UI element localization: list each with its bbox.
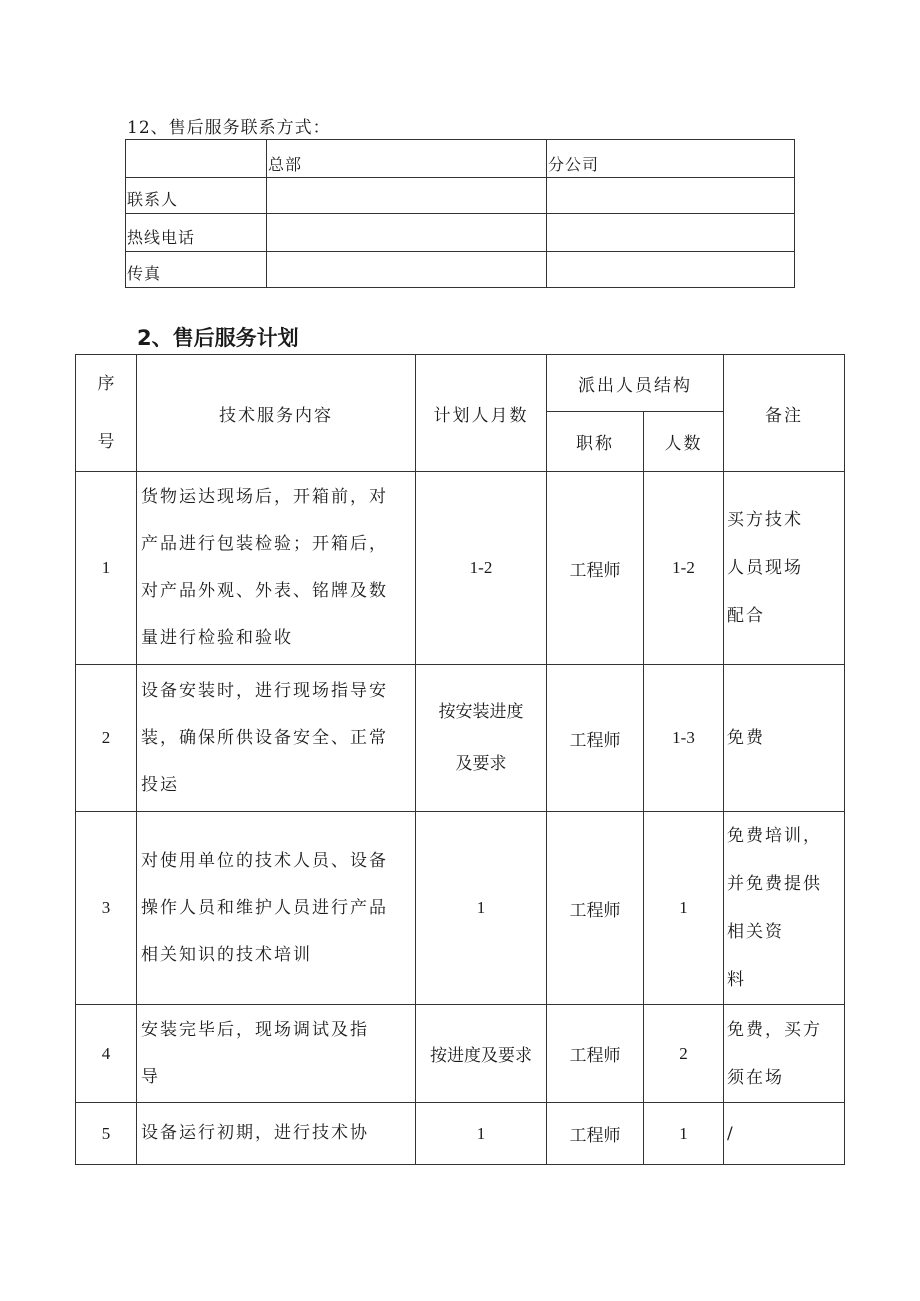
content-line: 设备安装时，进行现场指导安 (141, 680, 388, 701)
remark-line: 相关资 (727, 922, 784, 942)
header-job-title: 职称 (547, 412, 644, 472)
content-line: 相关知识的技术培训 (141, 944, 312, 965)
row-person-months: 1 (416, 812, 547, 1005)
plan-header-row (76, 355, 845, 412)
content-line: 安装完毕后，现场调试及指 (141, 1019, 369, 1040)
content-line: 对使用单位的技术人员、设备 (141, 850, 388, 871)
row-job-title: 工程师 (547, 1103, 644, 1165)
row-seq: 1 (76, 472, 137, 665)
row-remarks (724, 1103, 845, 1165)
header-seq (76, 355, 137, 472)
row-job-title: 工程师 (547, 665, 644, 812)
content-line: 设备运行初期，进行技术协 (141, 1123, 369, 1143)
contact-label-fax: 传真 (126, 252, 267, 288)
contact-branch-hotline (547, 214, 795, 252)
header-headcount: 人数 (644, 412, 724, 472)
plan-row (76, 665, 845, 812)
remark-line: 免费培训， (727, 826, 822, 846)
plan-row (76, 1103, 845, 1165)
contact-table (125, 139, 795, 288)
contact-row (126, 178, 795, 214)
remark-line: 买方技术 (727, 510, 803, 530)
person-months-line: 及要求 (455, 754, 507, 774)
row-remarks (724, 812, 845, 1005)
remark-line: 配合 (727, 606, 765, 626)
row-seq: 5 (76, 1103, 137, 1165)
content-line: 导 (141, 1066, 160, 1087)
person-months-line: 按安装进度 (438, 702, 524, 722)
row-remarks (724, 1005, 845, 1103)
remark-line: 免费，买方 (727, 1019, 822, 1040)
row-headcount: 1 (644, 1103, 724, 1165)
remark-line: / (727, 1123, 735, 1144)
content-line: 对产品外观、外表、铭牌及数 (141, 581, 388, 601)
remark-line: 免费 (727, 728, 765, 748)
content-line: 量进行检验和验收 (141, 628, 293, 648)
contact-header-hq: 总部 (267, 140, 547, 178)
header-seq-line2: 号 (97, 432, 115, 452)
row-person-months: 1-2 (416, 472, 547, 665)
header-seq-line1: 序 (97, 374, 115, 394)
plan-row (76, 472, 845, 665)
remark-line: 人员现场 (727, 558, 803, 578)
row-headcount: 1-2 (644, 472, 724, 665)
plan-row (76, 812, 845, 1005)
service-plan-table (75, 354, 845, 1165)
header-remarks: 备注 (724, 355, 845, 472)
content-line: 产品进行包装检验；开箱后， (141, 534, 388, 554)
contact-section-title: 12、售后服务联系方式： (127, 118, 331, 138)
content-line: 装，确保所供设备安全、正常 (141, 727, 388, 748)
contact-hq-fax (267, 252, 547, 288)
contact-header-corner (126, 140, 267, 178)
contact-row (126, 214, 795, 252)
row-content (137, 665, 416, 812)
row-headcount: 1 (644, 812, 724, 1005)
row-job-title: 工程师 (547, 1005, 644, 1103)
contact-branch-fax (547, 252, 795, 288)
row-job-title: 工程师 (547, 812, 644, 1005)
contact-header-branch: 分公司 (547, 140, 795, 178)
plan-row (76, 1005, 845, 1103)
row-headcount: 1-3 (644, 665, 724, 812)
content-line: 操作人员和维护人员进行产品 (141, 897, 388, 918)
contact-label-hotline: 热线电话 (126, 214, 267, 252)
row-seq: 2 (76, 665, 137, 812)
row-job-title: 工程师 (547, 472, 644, 665)
row-content (137, 1005, 416, 1103)
row-content (137, 812, 416, 1005)
contact-row (126, 252, 795, 288)
remark-line: 料 (727, 970, 746, 990)
header-person-months: 计划人月数 (416, 355, 547, 472)
remark-line: 并免费提供 (727, 874, 822, 894)
row-seq: 4 (76, 1005, 137, 1103)
content-line: 投运 (141, 774, 179, 795)
contact-header-row (126, 140, 795, 178)
row-seq: 3 (76, 812, 137, 1005)
header-content: 技术服务内容 (137, 355, 416, 472)
remark-line: 须在场 (727, 1067, 784, 1088)
contact-hq-person (267, 178, 547, 214)
row-remarks (724, 472, 845, 665)
header-dispatch: 派出人员结构 (547, 355, 724, 412)
row-person-months: 1 (416, 1103, 547, 1165)
content-line: 货物运达现场后，开箱前，对 (141, 487, 388, 507)
row-person-months (416, 665, 547, 812)
contact-hq-hotline (267, 214, 547, 252)
row-remarks (724, 665, 845, 812)
contact-label-person: 联系人 (126, 178, 267, 214)
row-content (137, 472, 416, 665)
plan-section-title: 2、售后服务计划 (137, 326, 299, 350)
row-person-months: 按进度及要求 (416, 1005, 547, 1103)
row-headcount: 2 (644, 1005, 724, 1103)
row-content (137, 1103, 416, 1165)
contact-branch-person (547, 178, 795, 214)
